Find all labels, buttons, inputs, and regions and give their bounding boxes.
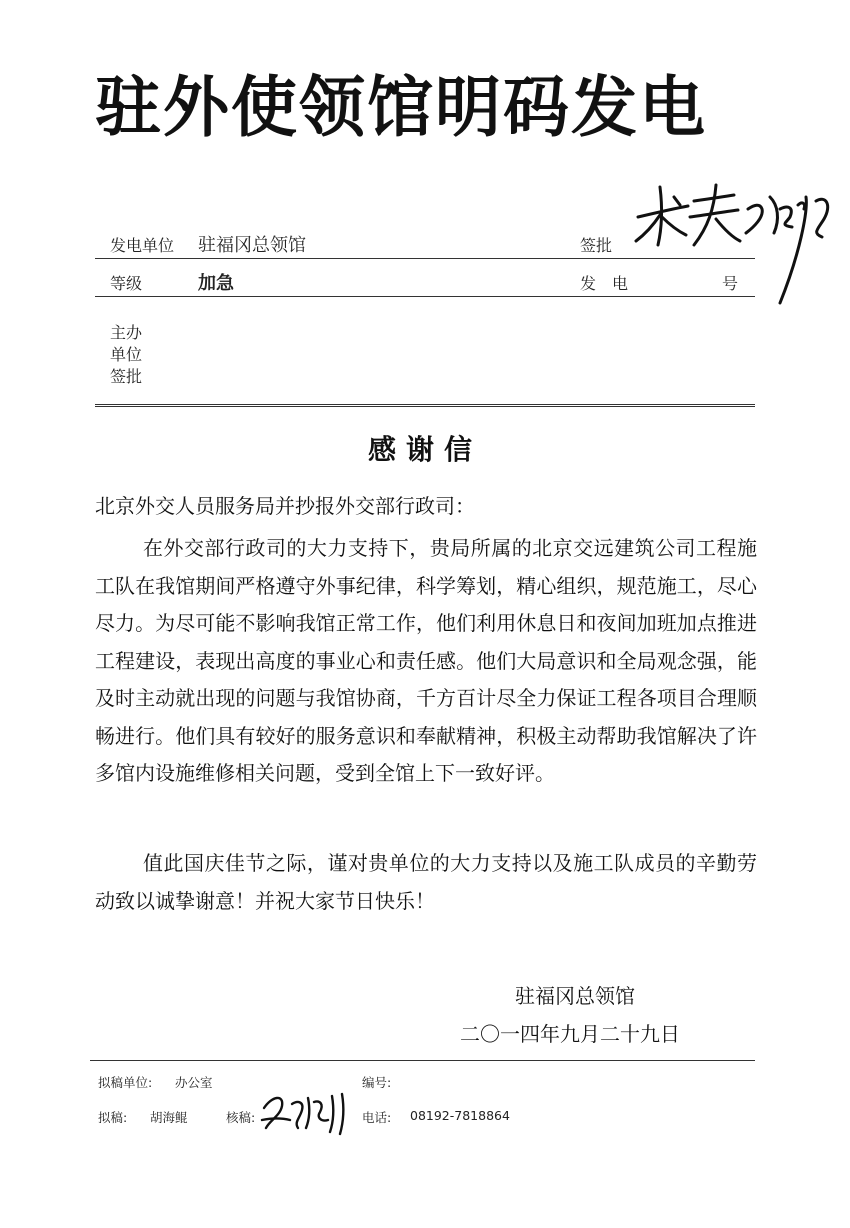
sender-unit-value: 驻福冈总领馆: [198, 235, 306, 256]
approval-label: 签批: [580, 236, 613, 255]
host-unit-label-line2: 单位: [110, 345, 143, 364]
footer-rule: [90, 1060, 755, 1061]
letter-paragraph: 在外交部行政司的大力支持下，贵局所属的北京交远建筑公司工程施工队在我馆期间严格遵守外事纪律，科学筹划，精心组织，规范施工，尽心尽力。为尽可能不影响我馆正常工作，他们利用休息日和夜间加班加点推进工程建设，表现出高度的事业心和责任感。他们大局意识和全局观念强，能及时主动就出现的问题与我馆协商，千方百计尽全力保证工程各项目合理顺畅进行。他们具有较好的服务意识和奉献精神，积极主动帮助我馆解决了许多馆内设施维修相关问题，受到全馆上下一致好评。: [95, 536, 757, 785]
reviewer-label: 核稿:: [226, 1110, 256, 1125]
letter-salutation: 北京外交人员服务局并抄报外交部行政司：: [95, 494, 475, 518]
letter-sender: 驻福冈总领馆: [515, 984, 635, 1008]
level-label: 等级: [110, 274, 143, 293]
number-label: 编号:: [362, 1075, 392, 1090]
drafting-unit-value: 办公室: [175, 1075, 213, 1090]
host-unit-label-line3: 签批: [110, 367, 143, 386]
host-unit-label-line1: 主办: [110, 323, 143, 342]
drafter-label: 拟稿:: [98, 1110, 128, 1125]
header-bottom-rule: [95, 404, 755, 407]
letter-title: 感谢信: [367, 433, 482, 466]
document-title: 驻外使领馆明码发电: [95, 69, 707, 146]
sender-unit-label: 发电单位: [110, 236, 175, 255]
drafter-value: 胡海鲲: [150, 1110, 188, 1125]
phone-value: 08192-7818864: [410, 1108, 510, 1123]
approval-signature: [630, 175, 840, 325]
drafting-unit-label: 拟稿单位:: [98, 1075, 153, 1090]
level-value: 加急: [198, 273, 234, 294]
telegram-no-suffix: 号: [722, 274, 739, 293]
telegram-no-label: 发 电: [580, 274, 629, 293]
phone-label: 电话:: [362, 1110, 392, 1125]
letter-paragraph: 值此国庆佳节之际，谨对贵单位的大力支持以及施工队成员的辛勤劳动致以诚挚谢意！并祝大家节日快乐！: [95, 851, 757, 913]
reviewer-signature: [258, 1088, 358, 1136]
letter-date: 二〇一四年九月二十九日: [460, 1022, 680, 1046]
